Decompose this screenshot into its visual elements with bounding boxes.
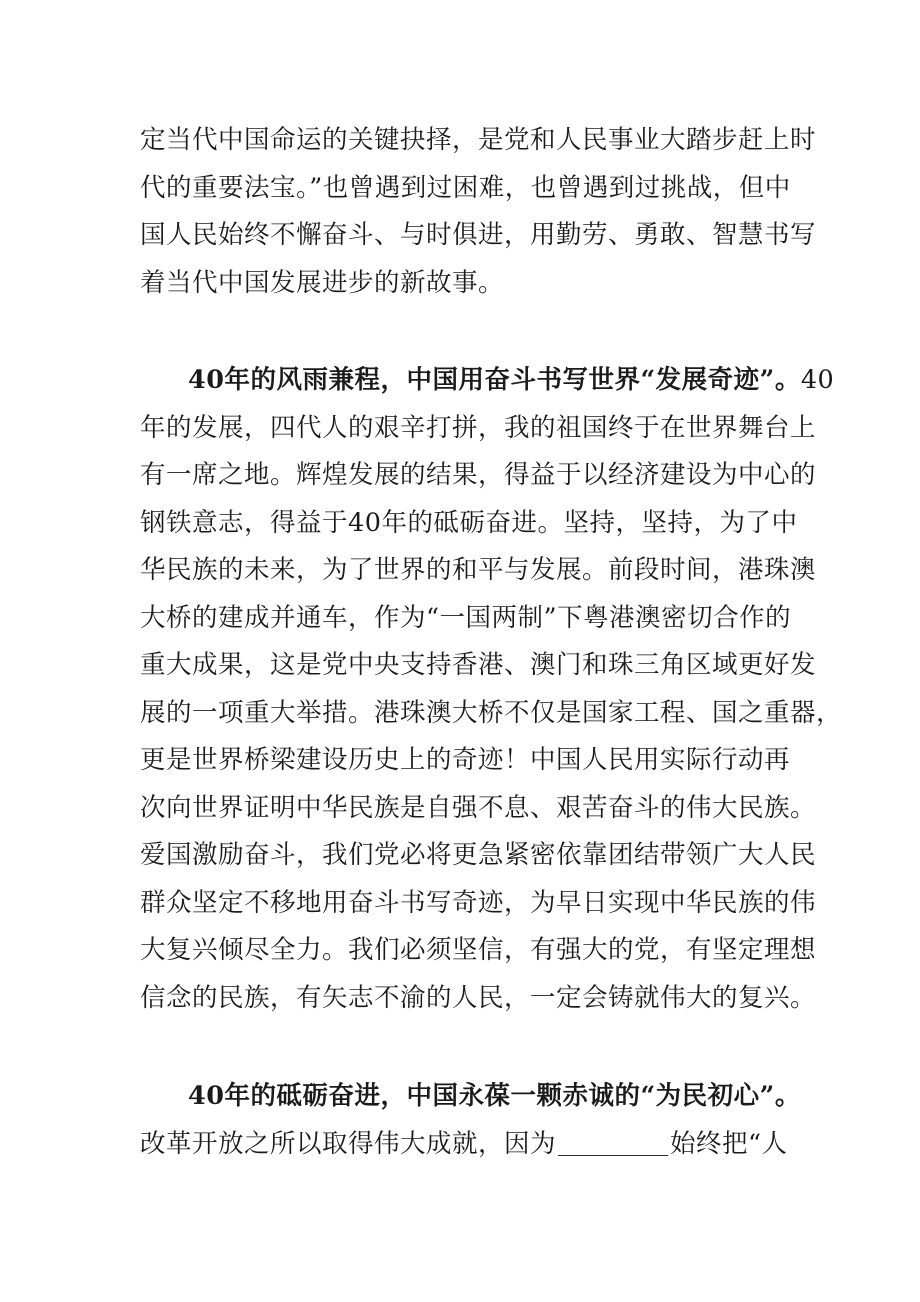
text-line: 华民族的未来，为了世界的和平与发展。前段时间，港珠澳 (140, 555, 817, 585)
paragraph-3 (140, 1073, 801, 1168)
text-line: 展的一项重大举措。港珠澳大桥不仅是国家工程、国之重器， (140, 697, 843, 728)
text-line: 大桥的建成并通车，作为“一国两制”下粤港澳密切合作的 (140, 602, 792, 633)
fill-in-blank (558, 1129, 668, 1156)
text-line: 群众坚定不移地用奋斗书写奇迹，为早日实现中华民族的伟 (140, 887, 817, 918)
section-heading-original-aspiration: 40年的砥砺奋进，中国永葆一颗赤诚的“为民初心”。 (188, 1081, 801, 1111)
text-line: 有一席之地。辉煌发展的结果，得益于以经济建设为中心的 (140, 460, 817, 490)
text-line: 着当代中国发展进步的新故事。 (140, 267, 505, 298)
text-after-blank: 始终把“人 (670, 1128, 788, 1159)
text-line: 大复兴倾尽全力。我们必须坚信，有强大的党，有坚定理想 (140, 935, 817, 965)
text-line: 代的重要法宝。”也曾遇到过困难，也曾遇到过挑战，但中 (140, 172, 791, 203)
text-line: 更是世界桥梁建设历史上的奇迹！中国人民用实际行动再 (140, 745, 791, 775)
text-line: 钢铁意志，得益于40年的砥砺奋进。坚持，坚持，为了中 (140, 507, 798, 538)
text-line: 国人民始终不懈奋斗、与时俱进，用勤劳、勇敢、智慧书写 (140, 220, 817, 250)
text-line: 定当代中国命运的关键抉择，是党和人民事业大踏步赶上时 (140, 125, 817, 155)
text-line: 爱国激励奋斗，我们党必将更急紧密依靠团结带领广大人民 (140, 840, 817, 870)
lead-continuation: 40 (800, 365, 835, 395)
document-page (140, 117, 843, 1168)
text-line: 年的发展，四代人的艰辛打拼，我的祖国终于在世界舞台上 (140, 412, 817, 443)
text-line-with-blank (140, 1121, 788, 1169)
paragraph-2 (140, 357, 843, 1022)
text-line: 重大成果，这是党中央支持香港、澳门和珠三角区域更好发 (140, 650, 817, 680)
text-line-lead (140, 357, 835, 405)
text-before-blank: 改革开放之所以取得伟大成就，因为 (140, 1128, 557, 1159)
text-line: 信念的民族，有矢志不渝的人民，一定会铸就伟大的复兴。 (140, 982, 817, 1013)
paragraph-1 (140, 117, 817, 307)
text-line-lead (140, 1073, 801, 1121)
section-heading-development-miracle: 40年的风雨兼程，中国用奋斗书写世界“发展奇迹”。 (188, 365, 801, 395)
text-line: 次向世界证明中华民族是自强不息、艰苦奋斗的伟大民族。 (140, 792, 817, 823)
